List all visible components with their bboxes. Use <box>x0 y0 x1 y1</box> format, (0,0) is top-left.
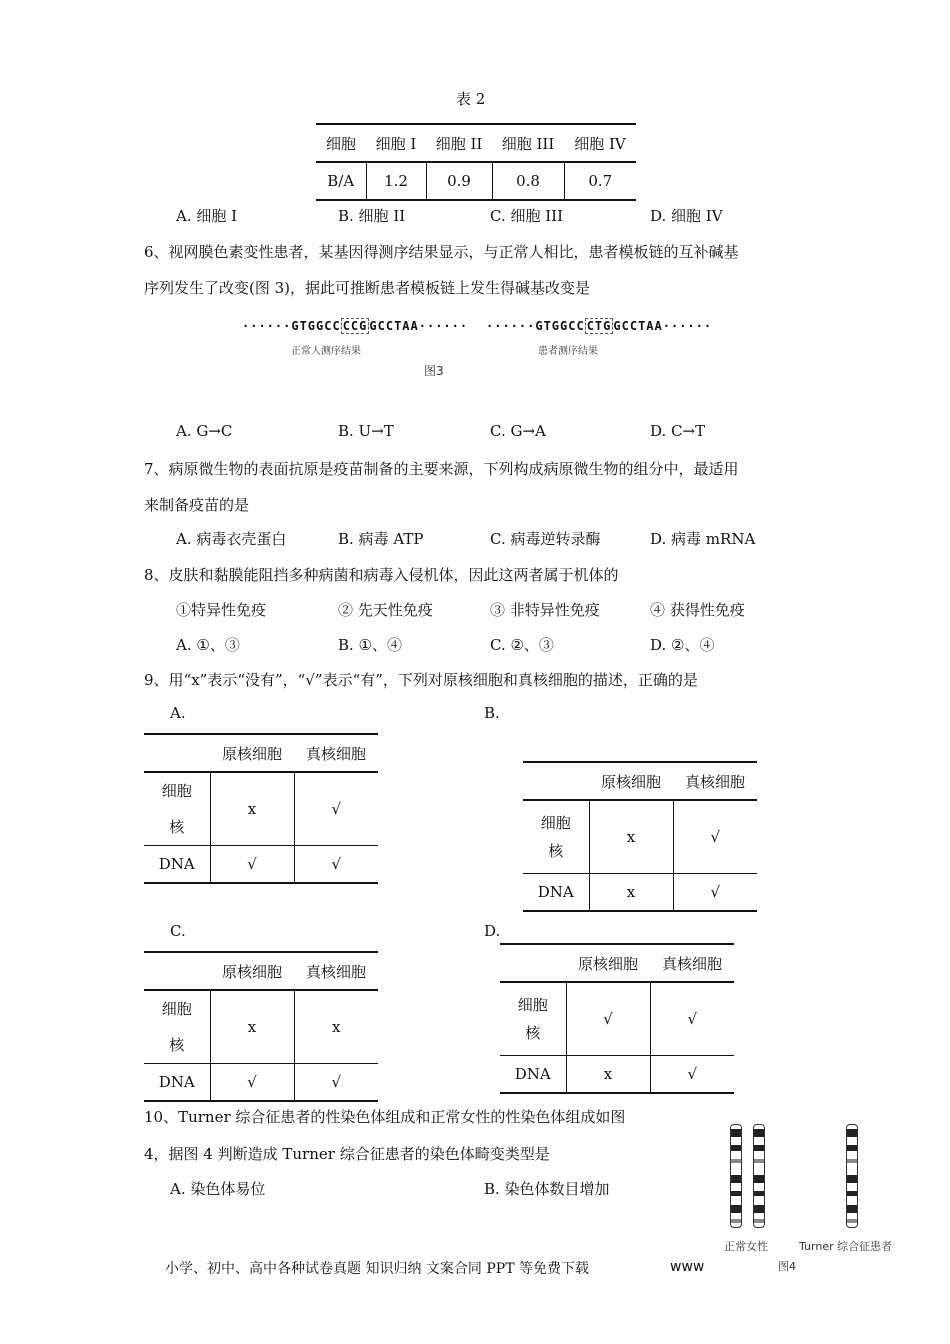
table2-header-cell: 细胞 II <box>426 124 492 162</box>
col-prokaryote: 原核细胞 <box>210 952 294 990</box>
row-nucleus-label-1: 细胞 <box>161 1000 192 1018</box>
q8-item-2: ② 先天性免疫 <box>338 601 433 619</box>
chromosome-x-normal-2 <box>753 1124 765 1228</box>
row-dna: DNA <box>144 846 210 884</box>
q5-option-d: D. 细胞 IV <box>650 207 723 225</box>
cell: √ <box>294 772 378 846</box>
table2-header-cell: 细胞 III <box>492 124 564 162</box>
q6-stem-line1: 6、视网膜色素变性患者，某基因得测序结果显示，与正常人相比，患者模板链的互补碱基 <box>144 243 739 261</box>
cell: √ <box>650 982 734 1056</box>
row-nucleus <box>523 800 589 874</box>
cell: x <box>210 772 294 846</box>
cell: √ <box>210 1064 294 1102</box>
cell: √ <box>566 982 650 1056</box>
cell: √ <box>210 846 294 884</box>
cell: √ <box>294 1064 378 1102</box>
q10-option-b: B. 染色体数目增加 <box>484 1180 610 1198</box>
cell: x <box>294 990 378 1064</box>
table2-header-cell: 细胞 I <box>366 124 426 162</box>
q7-stem-line2: 来制备疫苗的是 <box>144 496 250 514</box>
q9-table-c <box>144 951 378 1102</box>
q9-table-a <box>144 733 378 884</box>
row-nucleus-label-2: 核 <box>169 1036 185 1054</box>
cell: √ <box>673 874 757 912</box>
col-eukaryote: 真核细胞 <box>294 952 378 990</box>
q7-option-d: D. 病毒 mRNA <box>650 530 756 548</box>
row-nucleus <box>144 772 210 846</box>
q8-option-a: A. ①、③ <box>176 636 240 654</box>
q8-option-c: C. ②、③ <box>490 636 554 654</box>
q6-option-d: D. C→T <box>650 422 706 440</box>
table2-cell: 0.7 <box>564 162 636 200</box>
q6-stem-line2: 序列发生了改变(图 3)，据此可推断患者模板链上发生得碱基改变是 <box>144 279 591 297</box>
q9-stem: 9、用“x”表示“没有”，“√”表示“有”，下列对原核细胞和真核细胞的描述，正确的是 <box>144 671 698 689</box>
table2-header-cell: 细胞 <box>316 124 366 162</box>
table2-cell: 0.8 <box>492 162 564 200</box>
q10-stem-line2: 4，据图 4 判断造成 Turner 综合征患者的染色体畸变类型是 <box>144 1145 550 1163</box>
table2-cell: B/A <box>316 162 366 200</box>
fig4-caption: 图4 <box>778 1260 796 1273</box>
q6-option-c: C. G→A <box>490 422 546 440</box>
row-dna: DNA <box>500 1056 566 1094</box>
col-eukaryote: 真核细胞 <box>294 734 378 772</box>
q5-option-c: C. 细胞 III <box>490 207 564 225</box>
q6-option-b: B. U→T <box>338 422 394 440</box>
footer-url[interactable]: www <box>670 1259 705 1275</box>
normal-seq-prefix: ······GTGGCC <box>242 319 341 333</box>
cell: x <box>589 800 673 874</box>
col-eukaryote: 真核细胞 <box>673 762 757 800</box>
col-prokaryote: 原核细胞 <box>210 734 294 772</box>
q7-option-c: C. 病毒逆转录酶 <box>490 530 601 548</box>
q9-label-a: A. <box>170 704 186 722</box>
patient-seq-prefix: ······GTGGCC <box>486 319 585 333</box>
q8-item-3: ③ 非特异性免疫 <box>490 601 600 619</box>
cell: x <box>210 990 294 1064</box>
q10-stem-line1: 10、Turner 综合征患者的性染色体组成和正常女性的性染色体组成如图 <box>144 1108 626 1126</box>
q8-item-4: ④ 获得性免疫 <box>650 601 745 619</box>
fig4-label-normal: 正常女性 <box>724 1240 768 1253</box>
q9-label-d: D. <box>484 922 501 940</box>
q5-option-b: B. 细胞 II <box>338 207 406 225</box>
patient-seq-suffix: GCCTAA······ <box>613 319 713 333</box>
normal-seq-suffix: GCCTAA······ <box>369 319 469 333</box>
q7-stem-line1: 7、病原微生物的表面抗原是疫苗制备的主要来源，下列构成病原微生物的组分中，最适用 <box>144 460 739 478</box>
row-nucleus-label-1: 细胞 <box>540 814 571 832</box>
chromosome-x-normal-1 <box>730 1124 742 1228</box>
q8-option-b: B. ①、④ <box>338 636 403 654</box>
table2-cell: 0.9 <box>426 162 492 200</box>
row-nucleus <box>144 990 210 1064</box>
q10-option-a: A. 染色体易位 <box>170 1180 266 1198</box>
col-prokaryote: 原核细胞 <box>589 762 673 800</box>
cell: √ <box>650 1056 734 1094</box>
q8-item-1: ①特异性免疫 <box>176 601 267 619</box>
q8-stem: 8、皮肤和黏膜能阻挡多种病菌和病毒入侵机体，因此这两者属于机体的 <box>144 566 619 584</box>
row-dna: DNA <box>144 1064 210 1102</box>
q9-table-b <box>523 761 757 912</box>
footer-text: 小学、初中、高中各种试卷真题 知识归纳 文案合同 PPT 等免费下载 <box>165 1261 589 1277</box>
normal-sequence <box>242 319 468 333</box>
normal-seq-caption: 正常人测序结果 <box>291 346 361 357</box>
patient-seq-caption: 患者测序结果 <box>538 346 598 357</box>
row-nucleus-label-2: 核 <box>169 818 185 836</box>
cell: √ <box>673 800 757 874</box>
row-nucleus <box>500 982 566 1056</box>
q9-label-b: B. <box>484 704 500 722</box>
q7-option-b: B. 病毒 ATP <box>338 530 424 548</box>
cell: √ <box>294 846 378 884</box>
normal-seq-boxed: CCG <box>342 319 368 333</box>
chromosome-x-turner <box>846 1124 858 1228</box>
table2-cell: 1.2 <box>366 162 426 200</box>
q6-option-a: A. G→C <box>176 422 233 440</box>
q8-option-d: D. ②、④ <box>650 636 715 654</box>
col-prokaryote: 原核细胞 <box>566 944 650 982</box>
col-eukaryote: 真核细胞 <box>650 944 734 982</box>
q9-table-d <box>500 943 734 1094</box>
table2-caption: 表 2 <box>456 90 486 108</box>
fig4-label-turner: Turner 综合征患者 <box>799 1240 893 1253</box>
patient-sequence <box>486 319 712 333</box>
row-nucleus-label-2: 核 <box>548 842 564 860</box>
q7-option-a: A. 病毒衣壳蛋白 <box>176 530 287 548</box>
table-2 <box>316 123 636 201</box>
figure3-caption: 图3 <box>424 364 444 378</box>
row-nucleus-label-1: 细胞 <box>161 782 192 800</box>
patient-seq-boxed: CTG <box>586 319 612 333</box>
row-nucleus-label-2: 核 <box>525 1024 541 1042</box>
cell: x <box>566 1056 650 1094</box>
row-dna: DNA <box>523 874 589 912</box>
q5-option-a: A. 细胞 I <box>176 207 238 225</box>
cell: x <box>589 874 673 912</box>
table2-header-cell: 细胞 IV <box>564 124 636 162</box>
row-nucleus-label-1: 细胞 <box>517 996 548 1014</box>
q9-label-c: C. <box>170 922 186 940</box>
